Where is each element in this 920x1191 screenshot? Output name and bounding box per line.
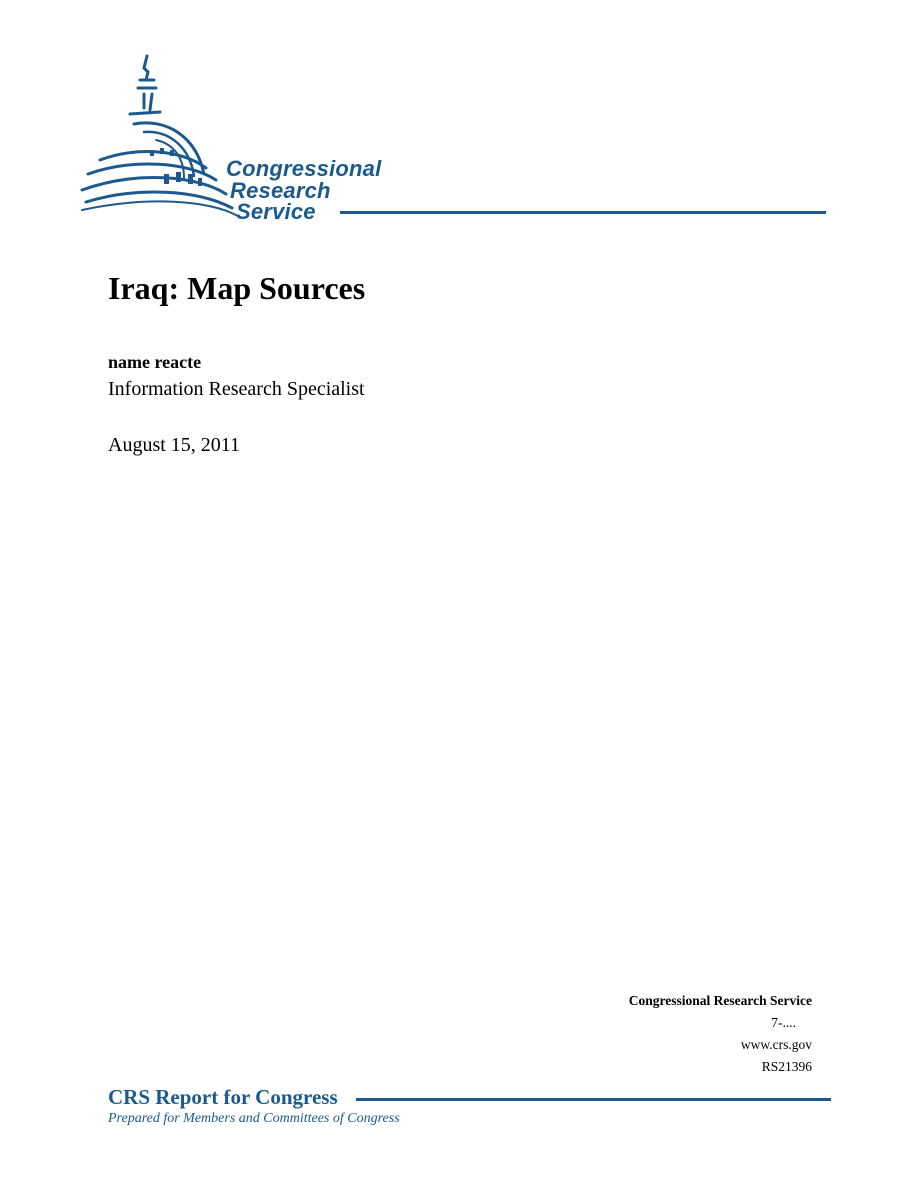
info-report-number: RS21396 (761, 1059, 812, 1074)
report-rule (356, 1098, 831, 1101)
info-org: Congressional Research Service (628, 993, 812, 1008)
info-website: www.crs.gov (740, 1037, 812, 1052)
report-title: CRS Report for Congress (108, 1085, 338, 1109)
publication-date: August 15, 2011 (108, 434, 241, 456)
report-subtitle: Prepared for Members and Committees of Congress (108, 1111, 400, 1126)
info-phone: 7-.... (771, 1015, 796, 1030)
crs-logo (78, 50, 438, 225)
logo-rule (340, 211, 826, 214)
logo-word-congressional: Congressional (226, 156, 382, 181)
logo-word-research: Research (230, 178, 331, 203)
author-name: name reacte (108, 352, 202, 372)
info-block (629, 990, 812, 1078)
author-role: Information Research Specialist (108, 378, 365, 400)
document-title: Iraq: Map Sources (108, 270, 366, 306)
logo-word-service: Service (236, 199, 316, 224)
